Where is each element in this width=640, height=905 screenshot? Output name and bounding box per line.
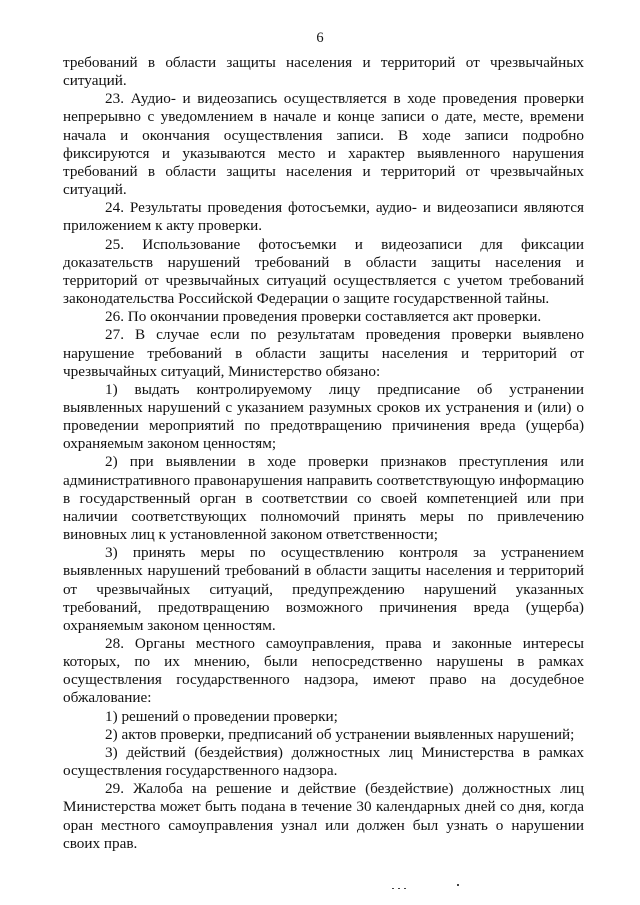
paragraph-28-item-3: 3) действий (бездействия) должностных лиц Министерства в рамках осуществления государственного надзора.: [63, 743, 584, 780]
paragraph-28-item-1: 1) решений о проведении проверки;: [105, 707, 338, 725]
document-body: [63, 54, 584, 853]
paragraph-27-item-3: 3) принять меры по осуществлению контроля за устранением выявленных нарушений требований в области защиты населения и территорий от чрезвычайных ситуаций, предупреждению нарушений указанных требований, предотвращению возможного причинения вреда (ущерба) охраняемым законом ценностям.: [63, 544, 584, 634]
paragraph-25: 25. Использование фотосъемки и видеозаписи для фиксации доказательств нарушений требований в области защиты населения и территорий от чрезвычайных ситуаций осуществляется с учетом требований законодательства Российской Федерации о защите государственной тайны.: [63, 235, 584, 308]
paragraph-27-item-1: 1) выдать контролируемому лицу предписание об устранении выявленных нарушений с указанием разумных сроков их устранения и (или) о проведении мероприятий по предотвращению причинения вреда (ущерба) охраняемым законом ценностям;: [63, 380, 584, 453]
scan-artifact: [392, 888, 394, 889]
paragraph-29: 29. Жалоба на решение и действие (бездействие) должностных лиц Министерства может быть подана в течение 30 календарных дней со дня, когда оран местного самоуправления узнал или должен был узнать о нарушении своих прав.: [63, 780, 584, 852]
paragraph-23: 23. Аудио- и видеозапись осуществляется в ходе проведения проверки непрерывно с уведомлением в начале и конце записи о дате, месте, времени начала и окончания осуществления записи. В ходе записи подробно фиксируются и указываются место и характер выявленного нарушения требований в области защиты населения и территорий от чрезвычайных ситуаций.: [63, 90, 584, 199]
paragraph-27: 27. В случае если по результатам проведения проверки выявлено нарушение требований в области защиты населения и территорий от чрезвычайных ситуаций, Министерство обязано:: [63, 326, 584, 380]
scan-artifact: [404, 888, 406, 889]
paragraph-28-item-2: 2) актов проверки, предписаний об устранении выявленных нарушений;: [105, 725, 575, 743]
paragraph-28: 28. Органы местного самоуправления, права и законные интересы которых, по их мнению, были непосредственно нарушены в рамках осуществления государственного надзора, имеют право на досудебное обжалование:: [63, 635, 584, 707]
page-number: 6: [316, 30, 324, 46]
paragraph-26: 26. По окончании проведения проверки составляется акт проверки.: [105, 308, 542, 326]
scan-artifact: [457, 884, 459, 886]
paragraph-continuation: требований в области защиты населения и территорий от чрезвычайных ситуаций.: [63, 54, 584, 90]
paragraph-24: 24. Результаты проведения фотосъемки, аудио- и видеозаписи являются приложением к акту проверки.: [63, 199, 584, 235]
paragraph-27-item-2: 2) при выявлении в ходе проверки признаков преступления или административного правонарушения направить соответствующую информацию в государственный орган в соответствии со своей компетенцией или при наличии соответствующих полномочий принять меры по привлечению виновных лиц к установленной законом ответственности;: [63, 453, 584, 544]
scan-artifact: [398, 888, 400, 889]
